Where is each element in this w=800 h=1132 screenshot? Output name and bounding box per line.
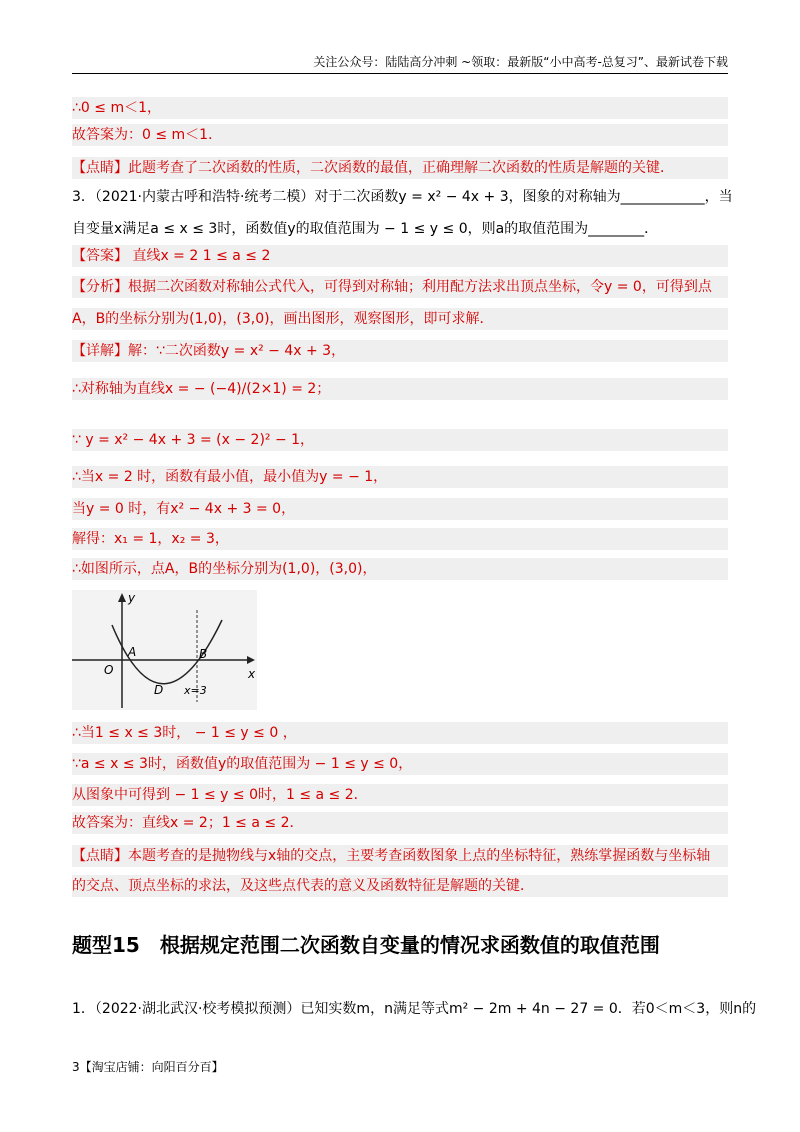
detail-line: 从图象中可得到 − 1 ≤ y ≤ 0时，1 ≤ a ≤ 2． [72,784,728,806]
tip-line: 【点睛】本题考查的是抛物线与x轴的交点，主要考查函数图象上点的坐标特征，熟练掌握函数与坐标轴 [72,845,728,867]
page-header: 关注公众号：陆陆高分冲刺 ~领取：最新版“小中高考-总复习”、最新试卷下载 [313,55,728,69]
detail-line: ∴当1 ≤ x ≤ 3时， − 1 ≤ y ≤ 0 ， [72,722,728,744]
detail-line: 【详解】解：∵二次函数y = x² − 4x + 3， [72,340,728,362]
section-title: 题型15 根据规定范围二次函数自变量的情况求函数值的取值范围 [72,933,660,957]
x-axis-arrow [247,656,255,664]
point-b-label: B [199,647,208,661]
detail-line: 当y = 0 时，有x² − 4x + 3 = 0， [72,498,728,520]
point-d-label: D [154,683,164,697]
x-label: x [248,667,256,681]
tip-line: 的交点、顶点坐标的求法，及这些点代表的意义及函数特征是解题的关键． [72,875,728,897]
detail-line: ∴如图所示，点A，B的坐标分别为(1,0)，(3,0)， [72,558,728,580]
point-a-label: A [128,645,137,659]
analysis-line: A，B的坐标分别为(1,0)，(3,0)，画出图形，观察图形，即可求解． [72,308,728,330]
origin-label: O [104,663,114,677]
question-line: 3．（2021·内蒙古呼和浩特·统考二模）对于二次函数y = x² − 4x + 3，图象的对称轴为____________，当 [72,189,733,205]
y-label: y [128,591,136,605]
detail-line: 故答案为：直线x = 2；1 ≤ a ≤ 2． [72,812,728,834]
question-line: 自变量x满足a ≤ x ≤ 3时，函数值y的取值范围为 − 1 ≤ y ≤ 0，则a的取值范围为________． [72,221,659,237]
answer-line: 【答案】 直线x = 2 1 ≤ a ≤ 2 [72,245,728,267]
parabola-graph [72,590,257,710]
line-x3-label: x=3 [184,684,207,697]
y-axis-arrow [118,593,126,602]
text-line: 故答案为：0 ≤ m＜1． [72,124,728,146]
analysis-line: 【分析】根据二次函数对称轴公式代入，可得到对称轴；利用配方法求出顶点坐标，令y = 0，可得到点 [72,276,728,298]
header-rule [72,73,728,74]
text-line: ∴0 ≤ m＜1， [72,97,728,119]
detail-line: ∵a ≤ x ≤ 3时，函数值y的取值范围为 − 1 ≤ y ≤ 0， [72,753,728,775]
text-line: 【点睛】此题考查了二次函数的性质，二次函数的最值，正确理解二次函数的性质是解题的关键． [72,157,728,179]
detail-line: ∵ y = x² − 4x + 3 = (x − 2)² − 1， [72,429,728,451]
page-footer: 3【淘宝店铺：向阳百分百】 [72,1060,224,1074]
question-line: 1．（2022·湖北武汉·校考模拟预测）已知实数m，n满足等式m² − 2m + 4n − 27 = 0．若0＜m＜3，则n的 [72,1001,757,1017]
detail-line: ∴当x = 2 时，函数有最小值，最小值为y = − 1， [72,466,728,488]
detail-line: ∴对称轴为直线x = − (−4)/(2×1) = 2； [72,378,728,400]
detail-line: 解得：x₁ = 1，x₂ = 3， [72,528,728,550]
